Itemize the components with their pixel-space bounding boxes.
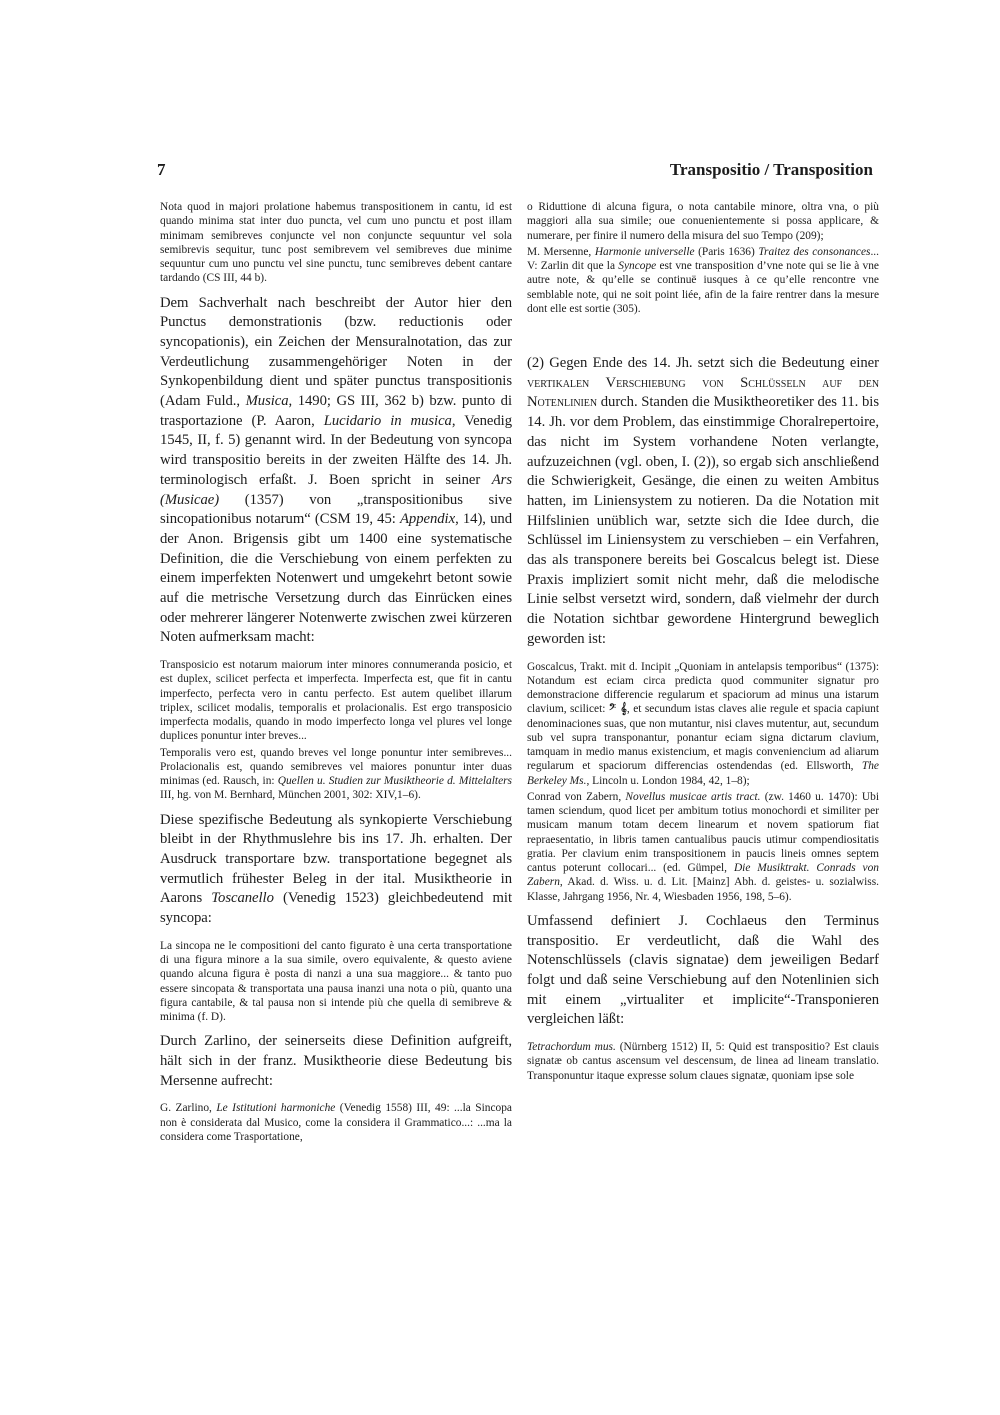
latin-quote-cs: Nota quod in majori prolatione habemus transpositionem in cantu, id est quando minima stat inter duo puncta, vel cum uno punctu et post illam minimam semibreves conjuncte vel non conjuncte sequuntur vel sola semibrevis sequitur, tunc post semibrevem vel semibreves due minime sequuntur cum uno punctu vel sine punctu, tunc semibreves debent cantare tardando (CS III, 44 b). (160, 201, 512, 285)
italian-quote-zarlino: G. Zarlino, Le Istitutioni harmoniche (Venedig 1558) III, 49: ...la Sincopa non è considerata dal Musico, come la considera il Grammatico...: ...ma la considera come Trasportatione, (160, 1102, 512, 1143)
clef-signs-icon: 𝄢 𝄞 (608, 702, 627, 716)
body-paragraph-section-2: (2) Gegen Ende des 14. Jh. setzt sich die Bedeutung einer vertikalen Verschiebung von Schlüsseln auf den Notenlinien durch. Standen die Musiktheoretiker des 11. bis 14. Jh. vor dem Problem, das einstimmige Choralrepertoire, das nicht im System vorhandene Noten verlangte, aufzuzeichnen (vgl. oben, I. (2)), so ergab sich anschließend die Schwierigkeit, Gesänge, die einen zu weiten Ambitus hatten, im Liniensystem zu notieren. Da die Notation mit Hilfslinien unüblich war, setzte sich die Idee durch, die Schlüssel im Liniensystem zu verschieben – ein Verfahren, das als transponere bereits bei Goscalcus belegt ist. Diese Praxis impliziert somit nicht mehr, daß die melodische Linie selbst versetzt wird, sondern, daß vielmehr der durch die Notation sichtbar gewordene Hintergrund beweglich geworden ist: (527, 355, 879, 647)
latin-quote-goscalcus: Goscalcus, Trakt. mit d. Incipit „Quoniam in antelapsis temporibus“ (1375): Notandum est eciam circa predicta quod communiter signatur pro demonstracione differencie regularum et spaciorum ad minus una istarum clavium, scilicet: 𝄢 𝄞, et secundum istas claves alie regule et spacia capiunt denominaciones suas, que non mutantur, nisi claves mutentur, aut, secundum sub vel supra transponantur, ponantur eciam signa dictarum clavium, tamquam in medio manus existencium, et magis conveniencium ad aliarum regularum et spaciorum differencias ostendendas (ed. Ellsworth, The Berkeley Ms., Lincoln u. London 1984, 42, 1–8); (527, 660, 880, 787)
page-number: 7 (157, 160, 166, 179)
latin-quote-brigensis: Transposicio est notarum maiorum inter minores connumeranda posicio, et est duplex, scilicet perfecta et imperfecta. Imperfecta est, que fit in cantu imperfecto, perfecta vero in cantu perfecto. Est autem quelibet illarum triplex, scilicet modalis, temporalis et prolacionalis. Est ergo transposicio imperfecta modalis, quando in modo imperfecto longa vel plures vel longe duplices ponuntur inter breves... (160, 659, 512, 743)
body-paragraph-zarlino: Durch Zarlino, der seinerseits diese Definition aufgreift, hält sich in der franz. Musiktheorie diese Bedeutung bis Mersenne aufrecht: (160, 1033, 512, 1089)
body-paragraph-rhythmuslehre: Diese spezifische Bedeutung als synkopierte Verschiebung bleibt in der Rhythmuslehre bis ins 17. Jh. erhalten. Der Ausdruck transportare bzw. transportatione begegnet als vermutlich frühester Beleg in der ital. Musiktheorie in Aarons Toscanello (Venedig 1523) gleichbedeutend mit syncopa: (160, 811, 512, 927)
running-head: Transpositio / Transposition (669, 160, 873, 179)
italian-quote-aaron: La sincopa ne le compositioni del canto figurato è una certa transportatione di una figura minore a la sua simile, overo equivalente, & questo aviene quando alcuna figura è posta di nanzi a una sua maggiore... & tanto puo essere sincopata & transportata una pausa inanzi una nota o più, quanto una figura cantabile, & tal pausa non si intende più che quella di semibreve & minima (f. D). (160, 939, 512, 1024)
latin-quote-zabern: Conrad von Zabern, Novellus musicae artis tract. (zw. 1460 u. 1470): Ubi tamen sciendum, quod licet per ambitum totius monochordi et similiter per musicam manum totam decem linearum et novem spatiorum fiat repraesentatio, in libris tamen cantualibus paucis utimur compendiositatis gratia. Per clavium enim transpositionem in paucis lineis omnes septem cantus poterunt collocari... (ed. Gümpel, Die Musiktrakt. Conrads von Zabern, Akad. d. Wiss. u. d. Lit. [Mainz] Abh. d. geistes- u. sozialwiss. Klasse, Jahrgang 1956, Nr. 4, Wiesbaden 1956, 198, 5–6). (527, 790, 879, 903)
body-paragraph-cochlaeus: Umfassend definiert J. Cochlaeus den Terminus transpositio. Er verdeutlicht, daß die Wahl des Notenschlüssels (clavis signatae) dem jeweiligen Bedarf folgt und daß seine Verschiebung auf den Notenlinien sich mit einem „virtualiter et implicite“-Transponieren vergleichen läßt: (527, 912, 879, 1028)
latin-quote-brigensis-cont: Temporalis vero est, quando breves vel longe ponuntur inter semibreves... Prolacionalis est, quando semibreves vel maiores ponuntur inter duas minimas (ed. Rausch, in: Quellen u. Studien zur Musiktheorie d. Mittelalters III, hg. von M. Bernhard, München 2001, 302: XIV,1–6). (160, 746, 512, 802)
latin-quote-cochlaeus: Tetrachordum mus. (Nürnberg 1512) II, 5: Quid est transpositio? Est clauis signatæ ob cantus ascensum vel descensum, de linea ad lineam translatio. Transponuntur itaque expresse solum claues signatæ, quoniam ipse sole (527, 1041, 879, 1082)
italian-quote-zarlino-cont: o Riduttione di alcuna figura, o nota cantabile minore, oltra vna, o più maggiori alla sua simile; oue conuenientemente si possa applicare, & numerare, per finire il numero della misura del suo Tempo (209); (527, 201, 879, 242)
body-paragraph-punctus: Dem Sachverhalt nach beschreibt der Autor hier den Punctus demonstrationis (bzw. reductionis oder syncopationis), ein Zeichen der Mensuralnotation, das zur Verdeutlichung zusammengehöriger Noten in der Synkopenbildung dient und später punctus transpositionis (Adam Fuld., Musica, 1490; GS III, 362 b) bzw. punto di trasportazione (P. Aaron, Lucidario in musica, Venedig 1545, II, f. 5) genannt wird. In der Bedeutung von syncopa wird transpositio bereits in der zweiten Hälfte des 14. Jh. terminologisch erfaßt. J. Boen spricht in seiner Ars (Musicae) (1357) von „transpositionibus sive sincopationibus notarum“ (CSM 19, 45: Appendix, 14), und der Anon. Brigensis gibt um 1400 eine systematische Definition, die die Verschiebung von einem perfekten zu einem imperfekten Notenwert und umgekehrt betont sowie auf die metrische Versetzung durch das Einrücken eines oder mehrerer längerer Notenwerte zwischen zwei kürzeren Noten aufmerksam macht: (160, 294, 512, 646)
left-column (160, 200, 512, 1152)
right-column (527, 200, 879, 1091)
french-quote-mersenne: M. Mersenne, Harmonie universelle (Paris 1636) Traitez des consonances... V: Zarlin dit que la Syncope est vne transposition d’vne note qui se lie à vne autre note, & qu’elle se continuë iusques à ce qu’elle rencontre vne semblable note, qui ne soit point liée, afin de la faire rentrer dans la mesure dont elle est sortie (305). (527, 245, 879, 315)
